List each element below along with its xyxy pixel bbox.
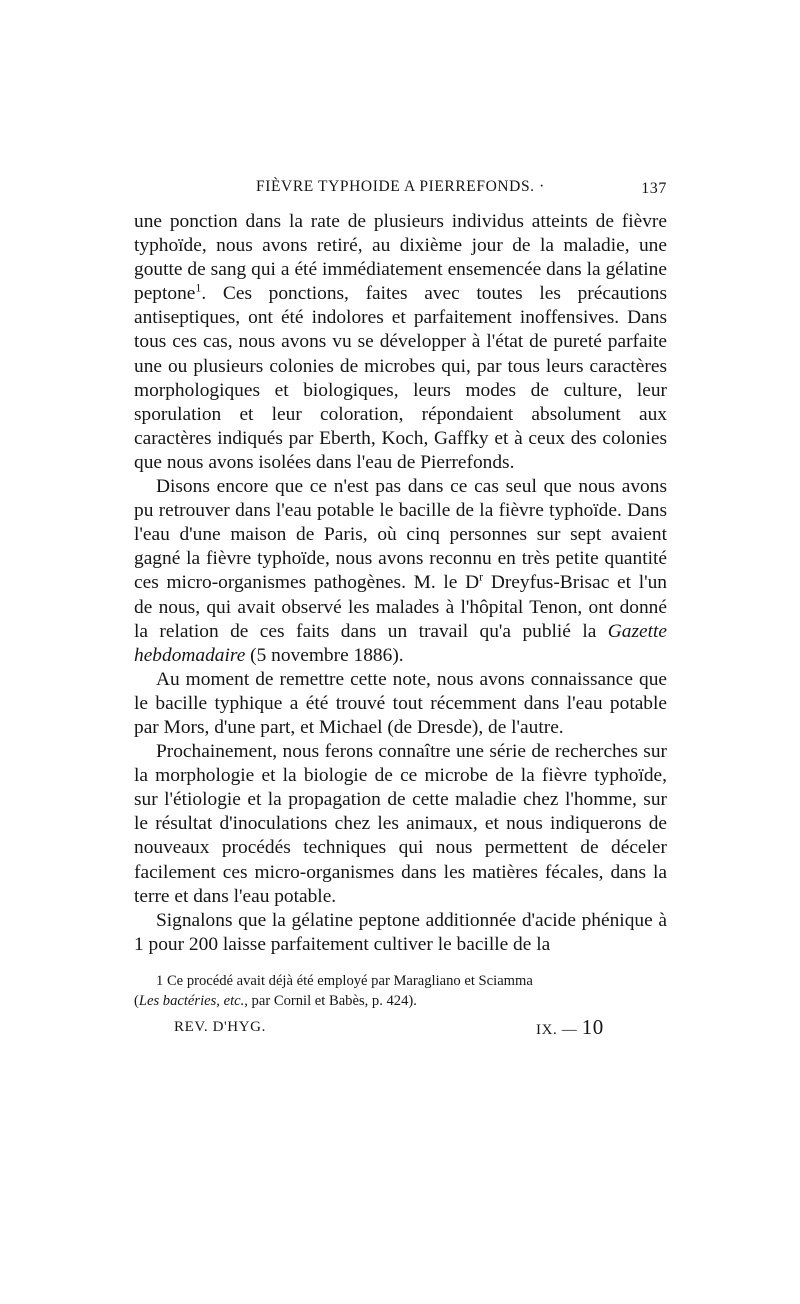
footnote-reference: 1: [195, 280, 202, 295]
paragraph-1-text-b: . Ces ponctions, faites avec toutes les précautions antiseptiques, ont été indolores et parfaitement inoffensives. Dans tous ces cas, nous avons vu se développer à l'état de pureté parfaite une ou plusieurs colonies de microbes qui, par tous leurs caractères morphologiques et biologiques, leurs modes de culture, leur sporulation et leur coloration, répondaient absolument aux caractères indiqués par Eberth, Koch, Gaffky et à ceux des colonies que nous avons isolées dans l'eau de Pierrefonds.: [134, 283, 667, 473]
footnotes: [134, 971, 667, 1011]
footnote-number: 1: [156, 972, 164, 989]
running-title: FIÈVRE TYPHOIDE A PIERREFONDS. ·: [256, 178, 545, 195]
footnote-line-1: [134, 971, 667, 991]
page: [134, 178, 667, 1039]
sheet-signature: [536, 1015, 604, 1040]
footnote-line-2: (Les bactéries, etc., par Cornil et Babès, p. 424).: [134, 992, 417, 1009]
body-text: [134, 210, 667, 957]
footnote-citation: , par Cornil et Babès, p. 424).: [244, 992, 417, 1009]
running-head: [134, 178, 667, 210]
page-number: 137: [641, 180, 667, 197]
paragraph-1-text-a: une ponction dans la rate de plusieurs individus atteints de fièvre typhoïde, nous avons retiré, au dixième jour de la maladie, une goutte de sang qui a été immédiatement ensemencée dans la gélatine peptone: [134, 211, 667, 305]
paragraph-2-text-b: Dreyfus-Brisac et l'un de nous, qui avait observé les malades à l'hôpital Tenon, ont donné la relation de ces faits dans un travail qu'a publié la: [134, 572, 667, 642]
footnote-text: Ce procédé avait déjà été employé par Maragliano et Sciamma: [166, 972, 533, 989]
sheet-label: IX. —: [536, 1021, 578, 1038]
journal-signature: REV. D'HYG.: [174, 1018, 266, 1035]
footnote-italic-title: Les bactéries, etc.: [138, 992, 245, 1009]
paragraph-2: [134, 475, 667, 668]
doctor-abbreviation-superscript: r: [479, 569, 484, 584]
printer-signature: [134, 1013, 667, 1039]
paragraph-3: Au moment de remettre cette note, nous avons connaissance que le bacille typhique a été trouvé tout récemment dans l'eau potable par Mors, d'une part, et Michael (de Dresde), de l'autre.: [134, 668, 667, 738]
journal-title-italic: Gazette hebdomadaire: [134, 620, 667, 666]
paragraph-4: Prochainement, nous ferons connaître une série de recherches sur la morphologie et la biologie de ce microbe de la fièvre typhoïde, sur l'étiologie et la propagation de cette maladie chez l'homme, sur le résultat d'inoculations chez les animaux, et nous indiquerons de nouveaux procédés techniques qui nous permettent de déceler facilement ces micro-organismes dans les matières fécales, dans la terre et dans l'eau potable.: [134, 741, 667, 907]
sheet-number: 10: [581, 1014, 604, 1039]
paragraph-2-text-a: Disons encore que ce n'est pas dans ce cas seul que nous avons pu retrouver dans l'eau potable le bacille de la fièvre typhoïde. Dans l'eau d'une maison de Paris, où cinq personnes sur sept avaient gagné la fièvre typhoïde, nous avons reconnu en très petite quantité ces micro-organismes pathogènes. M. le D: [134, 476, 667, 594]
paragraph-1: [134, 210, 667, 475]
paragraph-2-text-c: (5 novembre 1886).: [245, 644, 404, 666]
paragraph-5: Signalons que la gélatine peptone additionnée d'acide phénique à 1 pour 200 laisse parfaitement cultiver le bacille de la: [134, 909, 667, 955]
